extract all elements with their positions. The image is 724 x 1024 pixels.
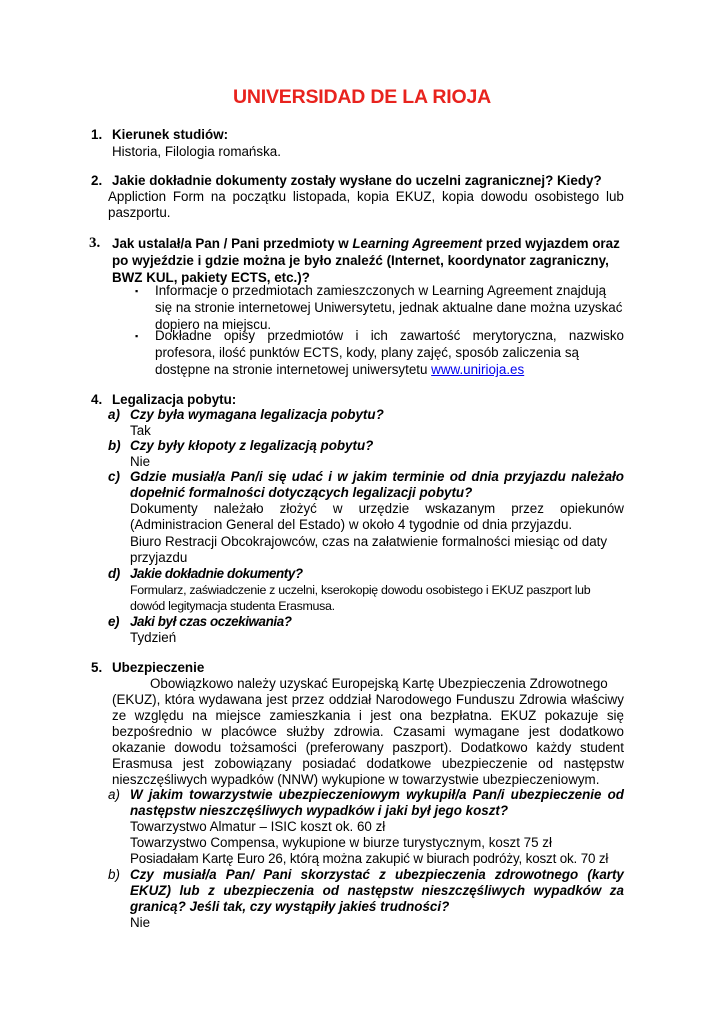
word: Pan/i	[230, 469, 263, 484]
word: lub	[605, 189, 624, 204]
question-e: Jaki był czas oczekiwania?	[130, 614, 292, 629]
word: wypadków	[533, 883, 602, 898]
heading-italic-text: Learning Agreement	[352, 236, 483, 251]
word: (karty	[587, 867, 624, 882]
word: służby	[286, 724, 325, 739]
word: oddział	[328, 692, 372, 707]
word: i	[328, 469, 332, 484]
word: bezpośrednio	[112, 724, 193, 739]
word: student	[580, 740, 624, 755]
word: za	[609, 883, 624, 898]
answer-5a-line: Towarzystwo Compensa, wykupione w biurze turystycznym, koszt 75 zł	[130, 835, 552, 850]
word: w	[201, 724, 212, 739]
section-3-heading-line	[112, 235, 624, 253]
bullet-2-text: dostępne na stronie internetowej uniwersytetu	[155, 362, 432, 377]
word: dodatkowe	[366, 756, 432, 771]
word: Czy	[130, 867, 154, 882]
word: ubezpieczenia	[394, 867, 486, 882]
bullet-1-line: dopiero na miejscu.	[155, 317, 272, 332]
word: początku	[232, 189, 287, 204]
question-b: Czy były kłopoty z legalizacją pobytu?	[130, 438, 374, 453]
word: ona	[399, 708, 422, 723]
word: względu	[134, 708, 184, 723]
word: pokazuje	[544, 708, 599, 723]
answer-d-line: Formularz, zaświadczenie z uczelni, kserokopię dowodu osobistego i EKUZ paszport lub	[130, 583, 591, 597]
section-1-number: 1.	[91, 127, 103, 142]
section-1-heading: Kierunek studiów:	[112, 127, 229, 142]
word: zdrowia.	[333, 724, 384, 739]
word: dodatkowo	[559, 724, 624, 739]
bullet-1-line: się na stronie internetowej Uniwersytetu, jednak aktualne dane można uzyskać	[155, 300, 623, 315]
word: tożsamości	[229, 740, 297, 755]
word: ich	[370, 328, 388, 343]
word: każdy	[536, 740, 572, 755]
word: zobowiązany	[214, 756, 292, 771]
section-5-paragraph-line: nieszczęśliwych wypadków (NNW) wykupione w towarzystwie ubezpieczeniowym.	[112, 772, 600, 787]
word: osobistego	[534, 189, 600, 204]
word: należało	[213, 501, 264, 516]
word: jakim	[352, 469, 388, 484]
word: jest	[182, 756, 204, 771]
word: przedmiotów	[267, 328, 344, 343]
word: jest	[266, 692, 288, 707]
word: Dokładne	[155, 328, 212, 343]
bullet-2-line	[155, 327, 624, 345]
answer-e: Tydzień	[130, 630, 177, 645]
word: ubezpieczenie	[441, 756, 528, 771]
word: ubezpieczeniowym	[278, 787, 400, 802]
question-d: Jakie dokładnie dokumenty?	[130, 566, 303, 581]
answer-c-line: przyjazdu	[130, 550, 188, 565]
bullet-2-line	[155, 361, 524, 379]
question-a: Czy była wymagana legalizacja pobytu?	[130, 407, 384, 422]
answer-b: Nie	[130, 454, 151, 469]
word: posiadać	[302, 756, 356, 771]
word: na	[210, 189, 226, 204]
word: Appliction	[108, 189, 167, 204]
question-c-line: dopełnić formalności dotyczących legalizacji pobytu?	[130, 485, 473, 500]
word: należało	[571, 469, 624, 484]
bullet-icon: ▪	[135, 331, 139, 341]
word: przez	[511, 501, 544, 516]
item-letter: b)	[108, 867, 120, 882]
word: od	[538, 756, 554, 771]
word: terminie	[392, 469, 445, 484]
university-website-link[interactable]: www.unirioja.es	[431, 362, 525, 377]
section-4-number: 4.	[91, 392, 103, 407]
bullet-icon: ▪	[135, 286, 139, 296]
word: placówce	[221, 724, 277, 739]
word: W	[130, 787, 143, 802]
word: Narodowego	[375, 692, 452, 707]
word: nazwisko	[568, 328, 624, 343]
word: wydawana	[198, 692, 263, 707]
word: udać	[291, 469, 323, 484]
word: jakim	[148, 787, 184, 802]
word: zawartość	[400, 328, 461, 343]
word: z	[208, 883, 215, 898]
word: się	[606, 708, 624, 723]
word: opisy	[223, 328, 256, 343]
answer-a: Tak	[130, 423, 151, 438]
word: EKUZ)	[130, 883, 171, 898]
heading-text: Jak ustalał/a Pan / Pani przedmioty w	[112, 236, 353, 251]
word: opiekunów	[559, 501, 624, 516]
word: Erasmusa	[112, 756, 173, 771]
word: Pan/i	[472, 787, 505, 802]
word: towarzystwie	[189, 787, 273, 802]
word: (preferowany	[305, 740, 384, 755]
section-5-heading: Ubezpieczenie	[112, 660, 205, 675]
word: lub	[179, 883, 200, 898]
word: Zdrowia	[519, 692, 567, 707]
section-3-heading-line: po wyjeździe i gdzie można je było znaleźć (Internet, koordynator zagraniczny,	[112, 253, 609, 268]
section-3-number: 3.	[89, 235, 101, 251]
word: na	[192, 708, 208, 723]
answer-c-line: (Administracion General del Estado) w około 4 tygodnie od dnia przyjazdu.	[130, 517, 573, 532]
section-4-heading: Legalizacja pobytu:	[112, 392, 237, 407]
word: EKUZ,	[395, 189, 436, 204]
word: Pan/	[225, 867, 255, 882]
page-title: UNIVERSIDAD DE LA RIOJA	[233, 86, 491, 108]
word: listopada,	[292, 189, 351, 204]
section-3-heading-line: BWZ KUL, pakiety ECTS, etc.)?	[112, 270, 310, 285]
word: następstw	[563, 756, 624, 771]
word: i	[355, 328, 359, 343]
word: dowodu	[174, 740, 222, 755]
word: i	[358, 708, 362, 723]
word: ubezpieczenia	[223, 883, 315, 898]
item-letter: c)	[108, 469, 120, 484]
word: wykupił/a	[406, 787, 467, 802]
word: w	[332, 501, 343, 516]
question-5a-line: następstw nieszczęśliwych wypadków i jaki był jego koszt?	[130, 803, 509, 818]
item-letter: b)	[108, 438, 121, 453]
bullet-2-line: profesora, ilość punktów ECTS, kody, plany zajęć, sposób zaliczenia są	[155, 345, 579, 360]
section-2-heading: Jakie dokładnie dokumenty zostały wysłane do uczelni zagranicznej? Kiedy?	[112, 173, 602, 188]
word: Form	[172, 189, 205, 204]
word: paszport).	[392, 740, 452, 755]
word: jest	[528, 724, 550, 739]
word: która	[164, 692, 195, 707]
answer-5b: Nie	[130, 915, 151, 930]
word: kopia	[356, 189, 389, 204]
word: okazanie	[112, 740, 166, 755]
bullet-1-line: Informacje o przedmiotach zamieszczonych w Learning Agreement znajdują	[155, 283, 607, 298]
word: od	[322, 883, 339, 898]
answer-5a-line: Towarzystwo Almatur – ISIC koszt ok. 60 zł	[130, 819, 386, 834]
item-letter: e)	[108, 614, 120, 629]
word: następstw	[347, 883, 414, 898]
section-1-answer: Historia, Filologia romańska.	[112, 144, 281, 159]
word: (EKUZ),	[112, 692, 161, 707]
answer-5a-line: Posiadałam Kartę Euro 26, którą można zakupić w biurach podróży, koszt ok. 70 zł	[130, 851, 609, 866]
word: skorzystać	[300, 867, 370, 882]
word: urzędzie	[358, 501, 410, 516]
word: przyjazdu	[504, 469, 566, 484]
section-5-paragraph-line: Obowiązkowo należy uzyskać Europejską Kartę Ubezpieczenia Zdrowotnego	[150, 676, 608, 691]
word: nieszczęśliwych	[421, 883, 526, 898]
word: wskazanym	[425, 501, 496, 516]
section-2-number: 2.	[91, 173, 103, 188]
word: ubezpieczenie	[510, 787, 602, 802]
word: wymagane	[454, 724, 520, 739]
item-letter: a)	[108, 407, 120, 422]
word: Dodatkowo	[460, 740, 528, 755]
word: właściwy	[571, 692, 624, 707]
answer-c-line: Biuro Restracji Obcokrajowców, czas na załatwienie formalności miesiąc od daty	[130, 534, 608, 549]
item-letter: a)	[108, 787, 120, 802]
section-5-number: 5.	[91, 660, 103, 675]
section-2-answer-line: paszportu.	[108, 205, 171, 220]
section-2-answer-line	[108, 188, 624, 206]
word: Funduszu	[455, 692, 515, 707]
word: od	[449, 469, 467, 484]
word: złożyć	[279, 501, 317, 516]
word: Pani	[263, 867, 292, 882]
word: dnia	[471, 469, 499, 484]
word: dowodu	[480, 189, 528, 204]
word: musiał/a	[163, 867, 217, 882]
word: zdrowotnego	[494, 867, 579, 882]
word: się	[267, 469, 287, 484]
answer-d-line: dowód legitymacja studenta Erasmusa.	[130, 599, 335, 613]
item-letter: d)	[108, 566, 120, 581]
word: kopia	[441, 189, 474, 204]
word: Czasami	[393, 724, 446, 739]
word: ze	[112, 708, 127, 723]
word: musiał/a	[171, 469, 226, 484]
word: miejsce	[215, 708, 261, 723]
word: od	[607, 787, 624, 802]
word: Dokumenty	[130, 501, 198, 516]
word: bezpłatna.	[430, 708, 493, 723]
word: w	[337, 469, 348, 484]
word: przez	[291, 692, 325, 707]
word: merytoryczna,	[472, 328, 557, 343]
heading-text: przed wyjazdem oraz	[482, 236, 620, 251]
word: EKUZ	[500, 708, 537, 723]
question-5b-line: granicą? Jeśli tak, czy wystąpiły jakieś trudności?	[130, 899, 450, 914]
word: zamieszkania	[269, 708, 351, 723]
word: z	[379, 867, 386, 882]
word: Gdzie	[130, 469, 167, 484]
word: jest	[370, 708, 392, 723]
